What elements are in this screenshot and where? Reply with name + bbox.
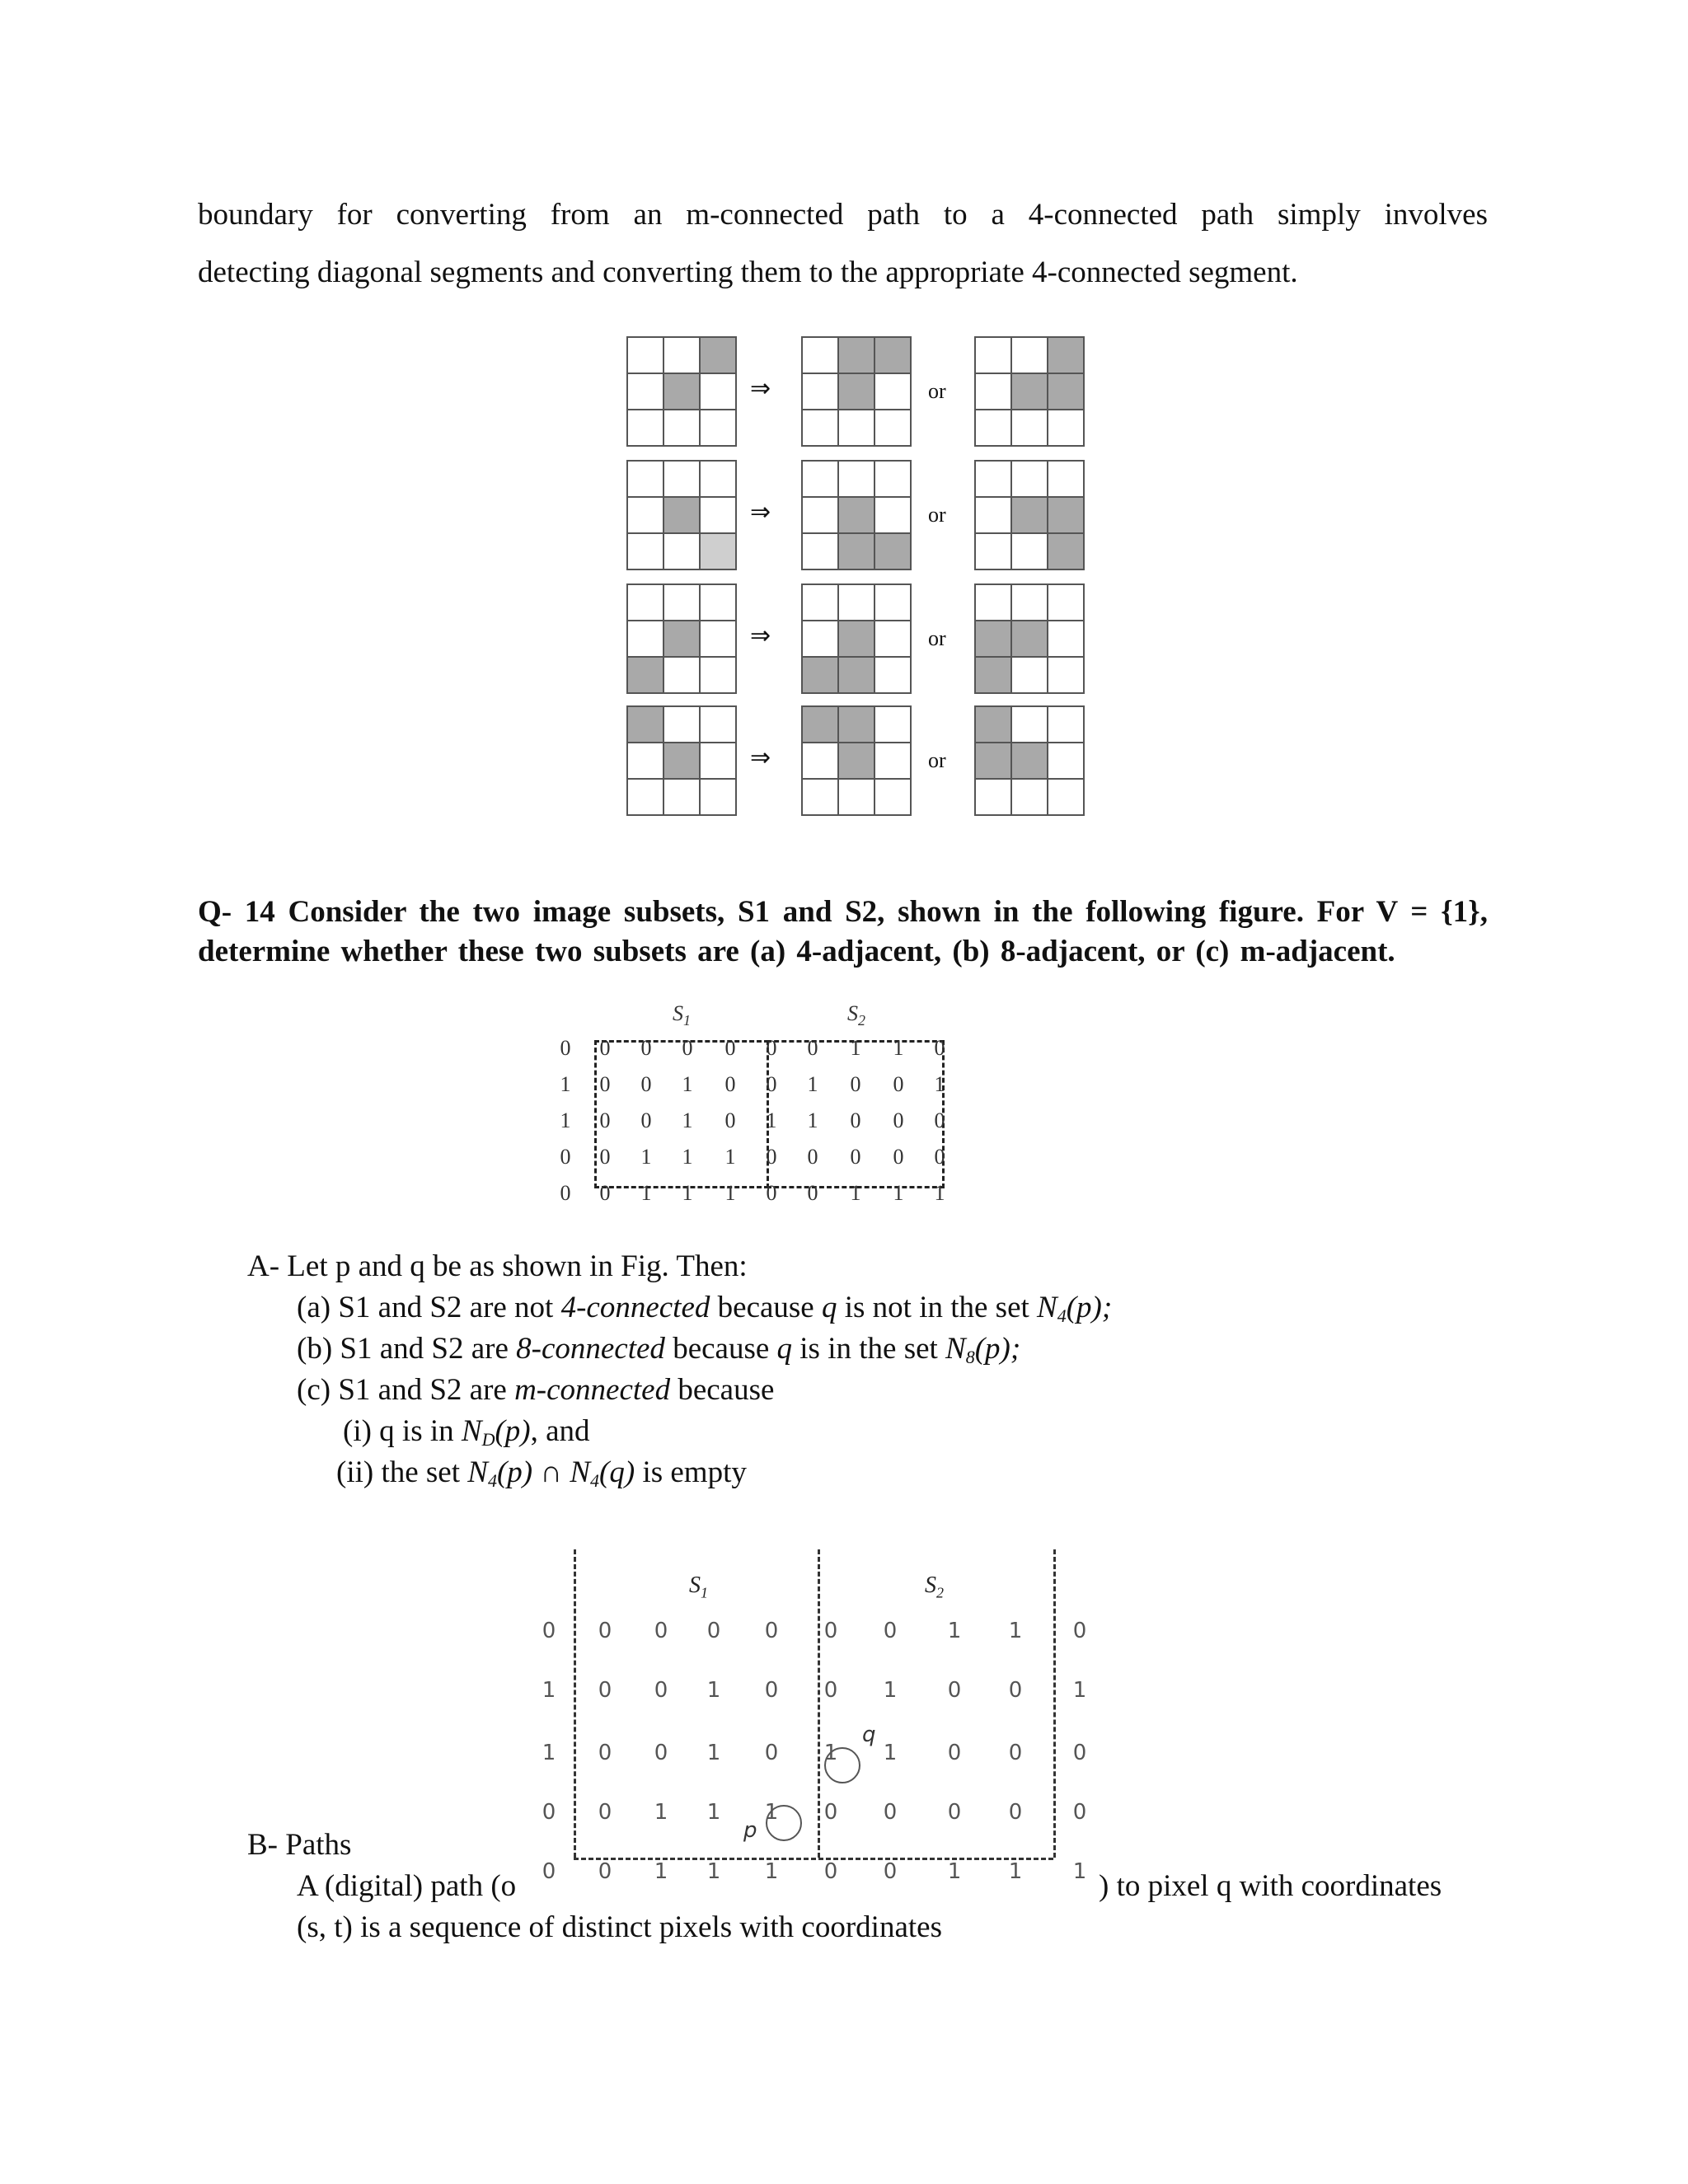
grid-cell bbox=[1048, 337, 1084, 373]
grid-cell bbox=[627, 337, 663, 373]
matrix-cell: 1 bbox=[682, 1072, 693, 1096]
matrix-cell: 0 bbox=[850, 1108, 861, 1132]
grid-cell bbox=[627, 373, 663, 410]
paths-matrix-figure bbox=[528, 1549, 1104, 1896]
s1-label-2: $S_1$ bbox=[689, 1572, 708, 1601]
grid-cell bbox=[1011, 410, 1048, 446]
grid-cell bbox=[627, 533, 663, 569]
grid-cell bbox=[975, 657, 1011, 693]
grid-cell bbox=[700, 743, 736, 779]
option-a-grid bbox=[801, 336, 912, 447]
s1-label: $S_1$ bbox=[673, 1001, 691, 1029]
matrix-cell: 0 bbox=[893, 1108, 904, 1132]
answer-b-head: B- Paths bbox=[247, 1828, 352, 1862]
matrix-cell: 0 bbox=[640, 1108, 652, 1132]
grid-cell bbox=[627, 779, 663, 815]
grid-cell bbox=[975, 584, 1011, 621]
grid-cell bbox=[802, 584, 838, 621]
answer-a-item-a: (a) S1 and S2 are not 4-connected because q is not in the set $N_4(p)$; bbox=[297, 1291, 1113, 1326]
s2-label-2: $S_2$ bbox=[925, 1572, 944, 1601]
matrix-cell: 0 bbox=[850, 1072, 861, 1096]
matrix-cell: 0 bbox=[598, 1678, 612, 1703]
grid-cell bbox=[1048, 706, 1084, 743]
matrix-cell: 1 bbox=[764, 1859, 779, 1884]
grid-cell bbox=[975, 461, 1011, 497]
grid-cell bbox=[1048, 779, 1084, 815]
matrix-cell: 1 bbox=[706, 1678, 721, 1703]
grid-cell bbox=[700, 706, 736, 743]
grid-cell bbox=[975, 621, 1011, 657]
matrix-cell: 0 bbox=[1008, 1800, 1023, 1825]
grid-cell bbox=[975, 410, 1011, 446]
matrix-cell: 0 bbox=[640, 1036, 652, 1060]
grid-cell bbox=[1011, 337, 1048, 373]
grid-cell bbox=[1048, 373, 1084, 410]
grid-cell bbox=[663, 461, 700, 497]
matrix-cell: 1 bbox=[807, 1108, 818, 1132]
matrix-cell: 1 bbox=[542, 1741, 556, 1765]
or-label: or bbox=[928, 379, 946, 403]
grid-cell bbox=[874, 533, 911, 569]
grid-cell bbox=[663, 743, 700, 779]
matrix-cell: 1 bbox=[706, 1800, 721, 1825]
grid-cell bbox=[975, 743, 1011, 779]
matrix-cell: 1 bbox=[706, 1741, 721, 1765]
matrix-cell: 1 bbox=[883, 1741, 898, 1765]
grid-cell bbox=[802, 621, 838, 657]
matrix-cell: 0 bbox=[934, 1036, 945, 1060]
grid-cell bbox=[975, 373, 1011, 410]
grid-cell bbox=[1011, 657, 1048, 693]
answer-b-line-1-left: A (digital) path (o bbox=[297, 1869, 517, 1903]
matrix-cell: 0 bbox=[654, 1619, 668, 1643]
grid-cell bbox=[975, 337, 1011, 373]
matrix-cell: 0 bbox=[1072, 1800, 1087, 1825]
grid-cell bbox=[1011, 621, 1048, 657]
question-line-2: determine whether these two subsets are (a) 4-adjacent, (b) 8-adjacent, or (c) m-adjacent. bbox=[198, 935, 1395, 968]
grid-cell bbox=[700, 779, 736, 815]
grid-cell bbox=[1011, 779, 1048, 815]
grid-cell bbox=[663, 337, 700, 373]
matrix-cell: 0 bbox=[823, 1800, 838, 1825]
matrix-cell: 1 bbox=[807, 1072, 818, 1096]
matrix-cell: 1 bbox=[947, 1619, 962, 1643]
grid-cell bbox=[1048, 657, 1084, 693]
matrix-cell: 0 bbox=[883, 1800, 898, 1825]
grid-cell bbox=[838, 584, 874, 621]
answer-a-item-c-i: (i) q is in $N_D(p)$, and bbox=[343, 1414, 590, 1450]
left-dashed-divider bbox=[574, 1549, 576, 1858]
matrix-cell: 0 bbox=[947, 1678, 962, 1703]
matrix-cell: 0 bbox=[724, 1036, 736, 1060]
answer-a-item-c-ii: (ii) the set $N_4(p)$ ∩ $N_4(q)$ is empty bbox=[336, 1455, 747, 1491]
grid-cell bbox=[627, 461, 663, 497]
grid-cell bbox=[802, 373, 838, 410]
grid-cell bbox=[975, 533, 1011, 569]
matrix-cell: 0 bbox=[883, 1619, 898, 1643]
grid-cell bbox=[874, 410, 911, 446]
right-dashed-divider bbox=[1053, 1549, 1056, 1858]
grid-cell bbox=[874, 337, 911, 373]
matrix-cell: 0 bbox=[766, 1036, 777, 1060]
matrix-cell: 1 bbox=[850, 1036, 861, 1060]
grid-cell bbox=[700, 373, 736, 410]
option-a-grid bbox=[801, 460, 912, 570]
matrix-cell: 0 bbox=[598, 1800, 612, 1825]
matrix-cell: 1 bbox=[1008, 1619, 1023, 1643]
matrix-cell: 0 bbox=[654, 1741, 668, 1765]
grid-cell bbox=[802, 657, 838, 693]
matrix-cell: 0 bbox=[654, 1678, 668, 1703]
grid-cell bbox=[627, 657, 663, 693]
grid-cell bbox=[802, 410, 838, 446]
matrix-cell: 0 bbox=[807, 1145, 818, 1169]
grid-cell bbox=[663, 706, 700, 743]
matrix-cell: 0 bbox=[598, 1859, 612, 1884]
grid-cell bbox=[1011, 584, 1048, 621]
grid-cell bbox=[838, 533, 874, 569]
matrix-cell: 0 bbox=[1008, 1678, 1023, 1703]
grid-cell bbox=[838, 373, 874, 410]
grid-cell bbox=[1011, 461, 1048, 497]
matrix-cell: 1 bbox=[724, 1181, 736, 1205]
matrix-cell: 0 bbox=[598, 1619, 612, 1643]
or-label: or bbox=[928, 503, 946, 527]
matrix-cell: 1 bbox=[640, 1145, 652, 1169]
matrix-cell: 1 bbox=[682, 1108, 693, 1132]
matrix-cell: 1 bbox=[560, 1072, 571, 1096]
grid-cell bbox=[663, 584, 700, 621]
option-b-grid bbox=[974, 336, 1085, 447]
matrix-cell: 0 bbox=[1072, 1619, 1087, 1643]
matrix-cell: 1 bbox=[823, 1741, 838, 1765]
grid-cell bbox=[874, 461, 911, 497]
grid-cell bbox=[627, 706, 663, 743]
matrix-cell: 0 bbox=[599, 1145, 611, 1169]
matrix-cell: 1 bbox=[1072, 1678, 1087, 1703]
matrix-cell: 1 bbox=[893, 1181, 904, 1205]
grid-cell bbox=[874, 779, 911, 815]
grid-cell bbox=[700, 657, 736, 693]
grid-cell bbox=[874, 373, 911, 410]
matrix-cell: 0 bbox=[599, 1036, 611, 1060]
option-b-grid bbox=[974, 583, 1085, 694]
grid-cell bbox=[663, 621, 700, 657]
matrix-cell: 0 bbox=[764, 1619, 779, 1643]
grid-cell bbox=[1048, 621, 1084, 657]
grid-cell bbox=[1048, 584, 1084, 621]
matrix-cell: 1 bbox=[1008, 1859, 1023, 1884]
matrix-cell: 0 bbox=[934, 1145, 945, 1169]
matrix-cell: 0 bbox=[850, 1145, 861, 1169]
answer-a-head: A- Let p and q be as shown in Fig. Then: bbox=[247, 1249, 748, 1283]
matrix-cell: 0 bbox=[542, 1619, 556, 1643]
source-grid bbox=[626, 336, 737, 447]
matrix-cell: 1 bbox=[706, 1859, 721, 1884]
grid-cell bbox=[874, 497, 911, 533]
grid-cell bbox=[975, 706, 1011, 743]
matrix-cell: 0 bbox=[823, 1619, 838, 1643]
matrix-cell: 0 bbox=[766, 1145, 777, 1169]
answer-b-line-2: (s, t) is a sequence of distinct pixels with coordinates bbox=[297, 1910, 942, 1944]
matrix-cell: 1 bbox=[1072, 1859, 1087, 1884]
grid-cell bbox=[838, 657, 874, 693]
grid-cell bbox=[627, 584, 663, 621]
q-label: q bbox=[862, 1722, 876, 1747]
grid-cell bbox=[663, 533, 700, 569]
grid-cell bbox=[1011, 497, 1048, 533]
matrix-cell: 1 bbox=[893, 1036, 904, 1060]
intro-paragraph bbox=[198, 186, 1488, 302]
matrix-cell: 0 bbox=[599, 1181, 611, 1205]
matrix-cell: 0 bbox=[598, 1741, 612, 1765]
grid-cell bbox=[1011, 706, 1048, 743]
grid-cell bbox=[700, 410, 736, 446]
matrix-cell: 1 bbox=[850, 1181, 861, 1205]
grid-cell bbox=[802, 461, 838, 497]
grid-cell bbox=[627, 621, 663, 657]
matrix-cell: 0 bbox=[706, 1619, 721, 1643]
grid-cell bbox=[663, 410, 700, 446]
or-label: or bbox=[928, 626, 946, 650]
option-a-grid bbox=[801, 583, 912, 694]
matrix-cell: 0 bbox=[599, 1072, 611, 1096]
grid-cell bbox=[700, 337, 736, 373]
matrix-cell: 0 bbox=[1008, 1741, 1023, 1765]
matrix-cell: 0 bbox=[764, 1678, 779, 1703]
source-grid bbox=[626, 460, 737, 570]
matrix-cell: 0 bbox=[893, 1072, 904, 1096]
matrix-cell: 0 bbox=[766, 1181, 777, 1205]
right-arrow-icon: ⇒ bbox=[750, 374, 771, 403]
grid-cell bbox=[838, 743, 874, 779]
grid-cell bbox=[700, 584, 736, 621]
matrix-cell: 1 bbox=[640, 1181, 652, 1205]
grid-cell bbox=[838, 497, 874, 533]
subsets-matrix-figure bbox=[560, 1001, 989, 1224]
right-arrow-icon: ⇒ bbox=[750, 621, 771, 650]
matrix-cell: 1 bbox=[764, 1800, 779, 1825]
grid-cell bbox=[874, 657, 911, 693]
grid-cell bbox=[874, 706, 911, 743]
grid-cell bbox=[838, 461, 874, 497]
matrix-cell: 0 bbox=[893, 1145, 904, 1169]
grid-cell bbox=[874, 584, 911, 621]
grid-cell bbox=[802, 779, 838, 815]
matrix-cell: 1 bbox=[883, 1678, 898, 1703]
s2-label: $S_2$ bbox=[847, 1001, 865, 1029]
or-label: or bbox=[928, 748, 946, 772]
matrix-cell: 0 bbox=[599, 1108, 611, 1132]
grid-cell bbox=[1011, 533, 1048, 569]
grid-cell bbox=[663, 497, 700, 533]
option-b-grid bbox=[974, 705, 1085, 816]
matrix-cell: 0 bbox=[1072, 1741, 1087, 1765]
matrix-cell: 0 bbox=[764, 1741, 779, 1765]
matrix-cell: 1 bbox=[560, 1108, 571, 1132]
matrix-cell: 0 bbox=[766, 1072, 777, 1096]
source-grid bbox=[626, 705, 737, 816]
matrix-cell: 0 bbox=[823, 1859, 838, 1884]
grid-cell bbox=[802, 337, 838, 373]
matrix-cell: 1 bbox=[766, 1108, 777, 1132]
grid-cell bbox=[700, 621, 736, 657]
grid-cell bbox=[627, 410, 663, 446]
matrix-cell: 1 bbox=[934, 1181, 945, 1205]
grid-cell bbox=[802, 533, 838, 569]
grid-cell bbox=[700, 497, 736, 533]
matrix-cell: 0 bbox=[947, 1800, 962, 1825]
matrix-cell: 0 bbox=[807, 1036, 818, 1060]
grid-cell bbox=[1048, 743, 1084, 779]
grid-cell bbox=[838, 706, 874, 743]
matrix-cell: 1 bbox=[682, 1145, 693, 1169]
question-14 bbox=[198, 893, 1488, 972]
matrix-cell: 1 bbox=[682, 1181, 693, 1205]
option-b-grid bbox=[974, 460, 1085, 570]
answer-b-line-1-right: ) to pixel q with coordinates bbox=[1099, 1869, 1442, 1903]
grid-cell bbox=[975, 497, 1011, 533]
answer-a-item-b: (b) S1 and S2 are 8-connected because q is in the set $N_8(p)$; bbox=[297, 1332, 1021, 1367]
matrix-cell: 0 bbox=[682, 1036, 693, 1060]
answer-a-item-c: (c) S1 and S2 are m-connected because bbox=[297, 1373, 775, 1407]
grid-cell bbox=[838, 410, 874, 446]
grid-cell bbox=[802, 706, 838, 743]
grid-cell bbox=[1048, 410, 1084, 446]
p-label: p bbox=[743, 1818, 757, 1843]
matrix-cell: 0 bbox=[560, 1145, 571, 1169]
grid-cell bbox=[1011, 743, 1048, 779]
grid-cell bbox=[700, 533, 736, 569]
matrix-cell: 1 bbox=[654, 1800, 668, 1825]
matrix-cell: 0 bbox=[947, 1741, 962, 1765]
matrix-cell: 0 bbox=[542, 1859, 556, 1884]
right-arrow-icon: ⇒ bbox=[750, 498, 771, 527]
matrix-cell: 1 bbox=[947, 1859, 962, 1884]
matrix-cell: 0 bbox=[542, 1800, 556, 1825]
grid-cell bbox=[838, 337, 874, 373]
matrix-cell: 0 bbox=[934, 1108, 945, 1132]
grid-cell bbox=[700, 461, 736, 497]
grid-cell bbox=[838, 779, 874, 815]
matrix-cell: 0 bbox=[883, 1859, 898, 1884]
matrix-cell: 1 bbox=[654, 1859, 668, 1884]
matrix-cell: 0 bbox=[640, 1072, 652, 1096]
matrix-cell: 0 bbox=[724, 1072, 736, 1096]
intro-line-2: detecting diagonal segments and converting them to the appropriate 4-connected segment. bbox=[198, 255, 1298, 289]
question-line-1: Q- 14 Consider the two image subsets, S1 and S2, shown in the following figure. For V = {1}, bbox=[198, 895, 1488, 929]
grid-cell bbox=[1048, 533, 1084, 569]
matrix-cell: 0 bbox=[560, 1181, 571, 1205]
grid-cell bbox=[627, 497, 663, 533]
grid-cell bbox=[838, 621, 874, 657]
grid-cell bbox=[1048, 461, 1084, 497]
grid-cell bbox=[874, 743, 911, 779]
matrix-cell: 0 bbox=[724, 1108, 736, 1132]
source-grid bbox=[626, 583, 737, 694]
matrix-cell: 1 bbox=[724, 1145, 736, 1169]
option-a-grid bbox=[801, 705, 912, 816]
matrix-cell: 1 bbox=[934, 1072, 945, 1096]
grid-cell bbox=[802, 497, 838, 533]
grid-cell bbox=[1048, 497, 1084, 533]
matrix-cell: 1 bbox=[542, 1678, 556, 1703]
grid-cell bbox=[874, 621, 911, 657]
grid-cell bbox=[627, 743, 663, 779]
matrix-cell: 0 bbox=[560, 1036, 571, 1060]
grid-cell bbox=[802, 743, 838, 779]
grid-cell bbox=[663, 779, 700, 815]
matrix-cell: 0 bbox=[807, 1181, 818, 1205]
intro-line-1: boundary for converting from an m-connected path to a 4-connected path simply involves bbox=[198, 198, 1488, 232]
grid-cell bbox=[975, 779, 1011, 815]
grid-cell bbox=[663, 657, 700, 693]
grid-cell bbox=[1011, 373, 1048, 410]
matrix-cell: 0 bbox=[823, 1678, 838, 1703]
grid-cell bbox=[663, 373, 700, 410]
right-arrow-icon: ⇒ bbox=[750, 743, 771, 772]
